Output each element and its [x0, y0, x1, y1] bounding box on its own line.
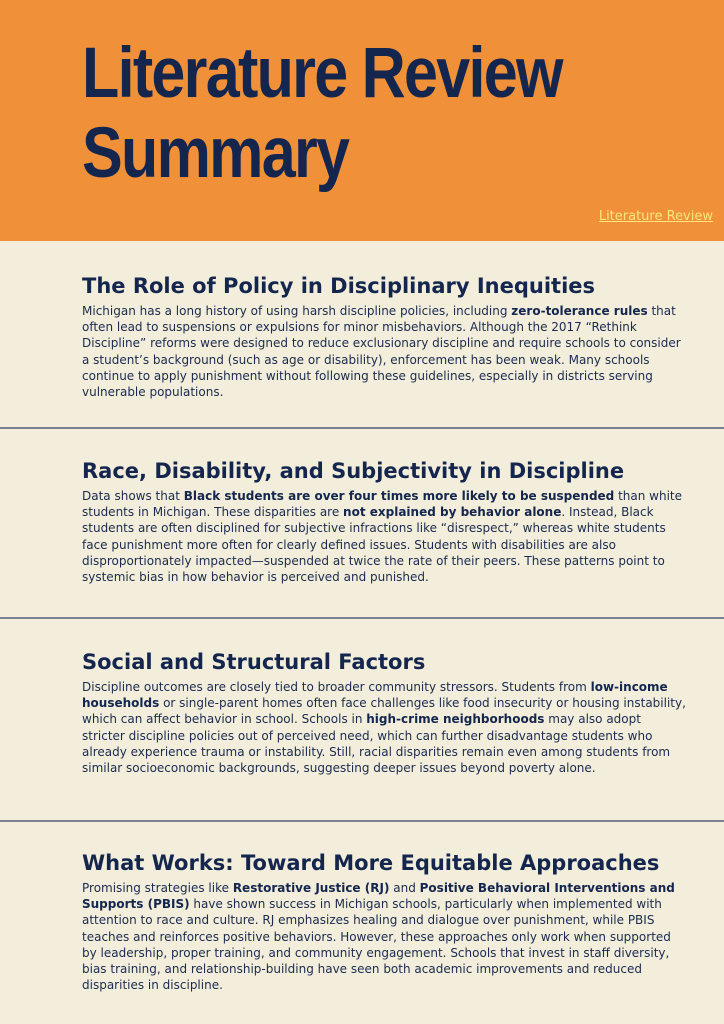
- page-title-line-2: Summary: [82, 114, 349, 193]
- body-text: than white students in Michigan. These disparities are: [82, 489, 683, 520]
- emphasis-text: not explained by behavior alone: [343, 505, 562, 520]
- body-text: Data shows that: [82, 489, 184, 503]
- body-text: Michigan has a long history of using harsh discipline policies, including: [82, 304, 512, 318]
- section-social-structural: [0, 647, 724, 776]
- section-paragraph: [82, 303, 686, 400]
- section-policy: [0, 271, 724, 400]
- section-heading: Social and Structural Factors: [82, 650, 426, 674]
- section-heading: The Role of Policy in Disciplinary Inequities: [82, 274, 596, 298]
- body-text: have shown success in Michigan schools, particularly when implemented with attention to race and culture. RJ emphasizes healing and dialogue over punishment, while PBIS teaches and reinforces positive behaviors. However, these approaches only work when supported by leadership, proper training, and community engagement. Schools that invest in staff diversity, bias training, and relationship-building have seen both academic improvements and reduced disparities in discipline.: [82, 897, 671, 993]
- section-race-disability: [0, 456, 724, 585]
- section-divider: [0, 427, 724, 429]
- body-text: Promising strategies like: [82, 881, 233, 895]
- body-text: . Instead, Black students are often disciplined for subjective infractions like “disrespect,” whereas white students face punishment more often for clearly defined issues. Students with disabilities are also disproportionately impacted—suspended at twice the rate of their peers. These patterns point to systemic bias in how behavior is perceived and punished.: [82, 505, 666, 585]
- body-text: Discipline outcomes are closely tied to broader community stressors. Students from: [82, 680, 591, 694]
- breadcrumb-literature-review-link[interactable]: Literature Review: [598, 209, 713, 224]
- emphasis-text: Black students are over four times more likely to be suspended: [183, 489, 615, 503]
- section-paragraph: [82, 679, 686, 776]
- section-divider: [0, 617, 724, 619]
- page-title-line-1: Literature Review: [82, 34, 562, 113]
- section-paragraph: [82, 880, 686, 993]
- page-title: [82, 34, 562, 194]
- body-text: or single-parent homes often face challenges like food insecurity or housing instability, which can affect behavior in school. Schools in: [82, 696, 686, 727]
- body-text: may also adopt stricter discipline policies out of perceived need, which can further disadvantage students who already experience trauma or instability. Still, racial disparities remain even among students from similar socioeconomic backgrounds, suggesting deeper issues beyond poverty alone.: [82, 712, 671, 776]
- section-paragraph: [82, 488, 686, 585]
- emphasis-text: low-income households: [82, 680, 668, 711]
- emphasis-text: Restorative Justice (RJ): [232, 881, 390, 895]
- section-heading: Race, Disability, and Subjectivity in Discipline: [82, 459, 625, 483]
- body-text: and: [389, 881, 420, 895]
- page-header: [0, 0, 724, 241]
- section-divider: [0, 820, 724, 822]
- section-what-works: [0, 848, 724, 993]
- emphasis-text: high-crime neighborhoods: [366, 712, 545, 727]
- emphasis-text: zero-tolerance rules: [511, 304, 648, 318]
- body-text: that often lead to suspensions or expulsions for minor misbehaviors. Although the 2017 “Rethink Discipline” reforms were designed to reduce exclusionary discipline and require schools to consider a student’s background (such as age or disability), enforcement has been weak. Many schools continue to apply punishment without following these guidelines, especially in districts serving vulnerable populations.: [82, 304, 681, 400]
- emphasis-text: Positive Behavioral Interventions and Supports (PBIS): [82, 881, 675, 912]
- section-heading: What Works: Toward More Equitable Approaches: [82, 851, 660, 875]
